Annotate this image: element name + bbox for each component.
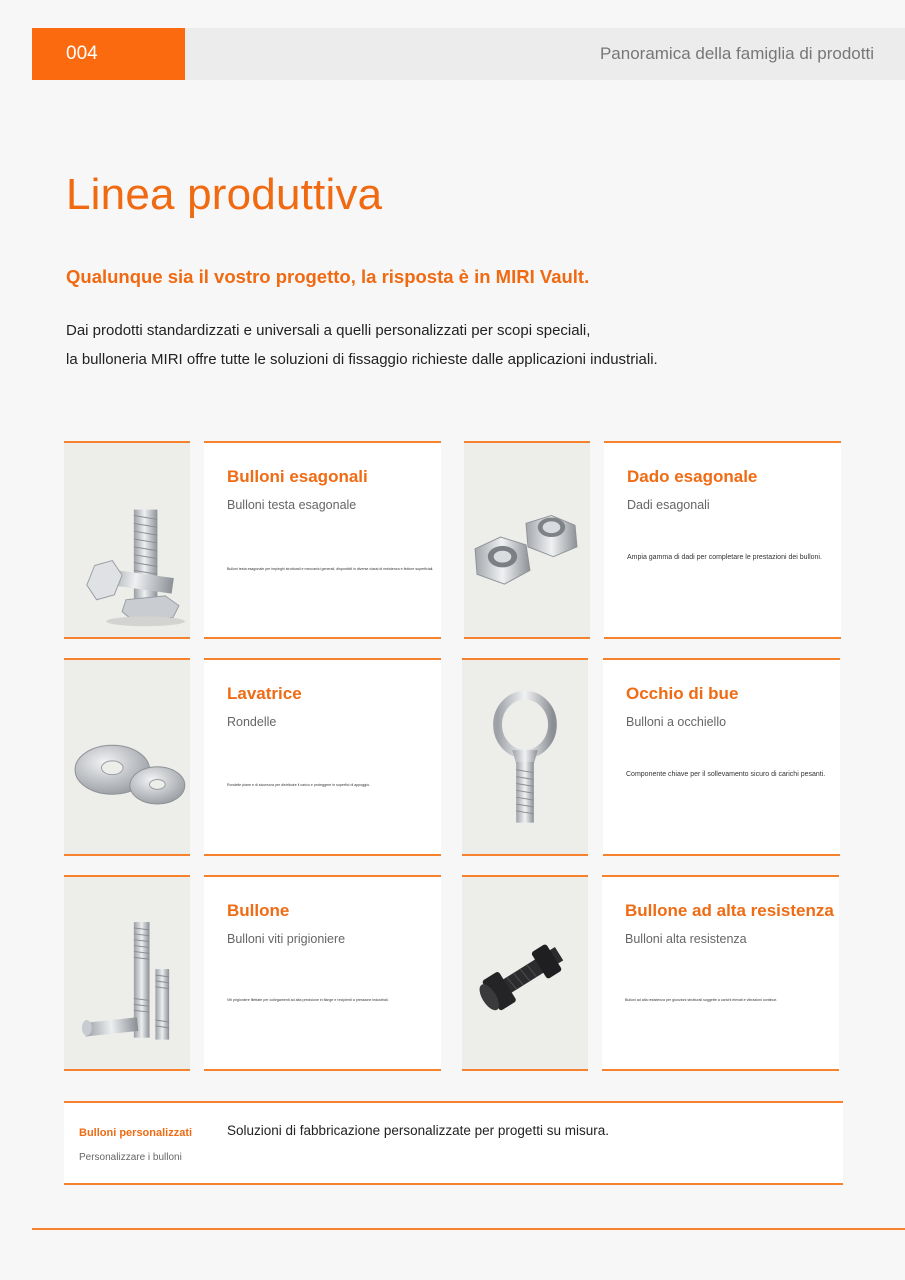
- product-description: Bulloni ad alta resistenza per giunzioni strutturali soggette a carichi elevati e vibrazioni continue.: [625, 998, 778, 1002]
- product-card-stud-bolts[interactable]: [204, 875, 441, 1071]
- product-subtitle: Rondelle: [227, 715, 277, 729]
- product-description: Ampia gamma di dadi per completare le prestazioni dei bulloni.: [627, 554, 822, 561]
- product-title: Dado esagonale: [627, 467, 758, 486]
- product-title: Occhio di bue: [626, 684, 739, 703]
- hex-nut-image: [464, 441, 590, 639]
- washer-image: [64, 658, 190, 856]
- product-title: Bullone ad alta resistenza: [625, 901, 834, 920]
- custom-subtitle: Personalizzare i bulloni: [79, 1152, 182, 1163]
- product-card-eye-bolts[interactable]: [603, 658, 840, 856]
- product-subtitle: Bulloni viti prigioniere: [227, 932, 346, 946]
- hex-bolt-image: [64, 441, 190, 639]
- custom-bolts-card[interactable]: [64, 1101, 843, 1185]
- intro-text: [66, 316, 658, 374]
- high-strength-bolt-image: [462, 875, 588, 1071]
- intro-line-2: la bulloneria MIRI offre tutte le soluzioni di fissaggio richieste dalle applicazioni industriali.: [66, 351, 658, 368]
- product-card-hex-bolts[interactable]: [204, 441, 441, 639]
- stud-bolt-image: [64, 875, 190, 1071]
- product-subtitle: Bulloni testa esagonale: [227, 498, 357, 512]
- product-card-high-strength-bolts[interactable]: [602, 875, 839, 1071]
- product-description: Bulloni testa esagonale per impieghi strutturali e meccanici generali, disponibili in diverse classi di resistenza e finiture superficiali.: [227, 567, 434, 571]
- product-subtitle: Bulloni alta resistenza: [625, 932, 747, 946]
- page-subtitle: Qualunque sia il vostro progetto, la risposta è in MIRI Vault.: [66, 266, 590, 287]
- custom-title: Bulloni personalizzati: [79, 1127, 193, 1139]
- page-title: Linea produttiva: [66, 170, 383, 219]
- custom-description: Soluzioni di fabbricazione personalizzate per progetti su misura.: [227, 1123, 609, 1138]
- footer-divider: [32, 1228, 905, 1230]
- product-description: Viti prigioniere filettate per collegamenti ad alta precisione in flange e recipienti a pressione industriali.: [227, 998, 389, 1002]
- product-title: Lavatrice: [227, 684, 302, 703]
- product-card-hex-nut[interactable]: [604, 441, 841, 639]
- section-title: Panoramica della famiglia di prodotti: [599, 44, 874, 63]
- product-card-washers[interactable]: [204, 658, 441, 856]
- page-number: 004: [32, 28, 185, 80]
- product-subtitle: Bulloni a occhiello: [626, 715, 727, 729]
- product-description: Rondelle piane e di sicurezza per distribuire il carico e proteggere le superfici di appoggio.: [227, 783, 371, 787]
- product-description: Componente chiave per il sollevamento sicuro di carichi pesanti.: [626, 771, 826, 778]
- intro-line-1: Dai prodotti standardizzati e universali a quelli personalizzati per scopi speciali,: [66, 322, 591, 339]
- product-title: Bullone: [227, 901, 290, 920]
- product-title: Bulloni esagonali: [227, 467, 368, 486]
- product-subtitle: Dadi esagonali: [627, 498, 710, 512]
- eye-bolt-image: [462, 658, 588, 856]
